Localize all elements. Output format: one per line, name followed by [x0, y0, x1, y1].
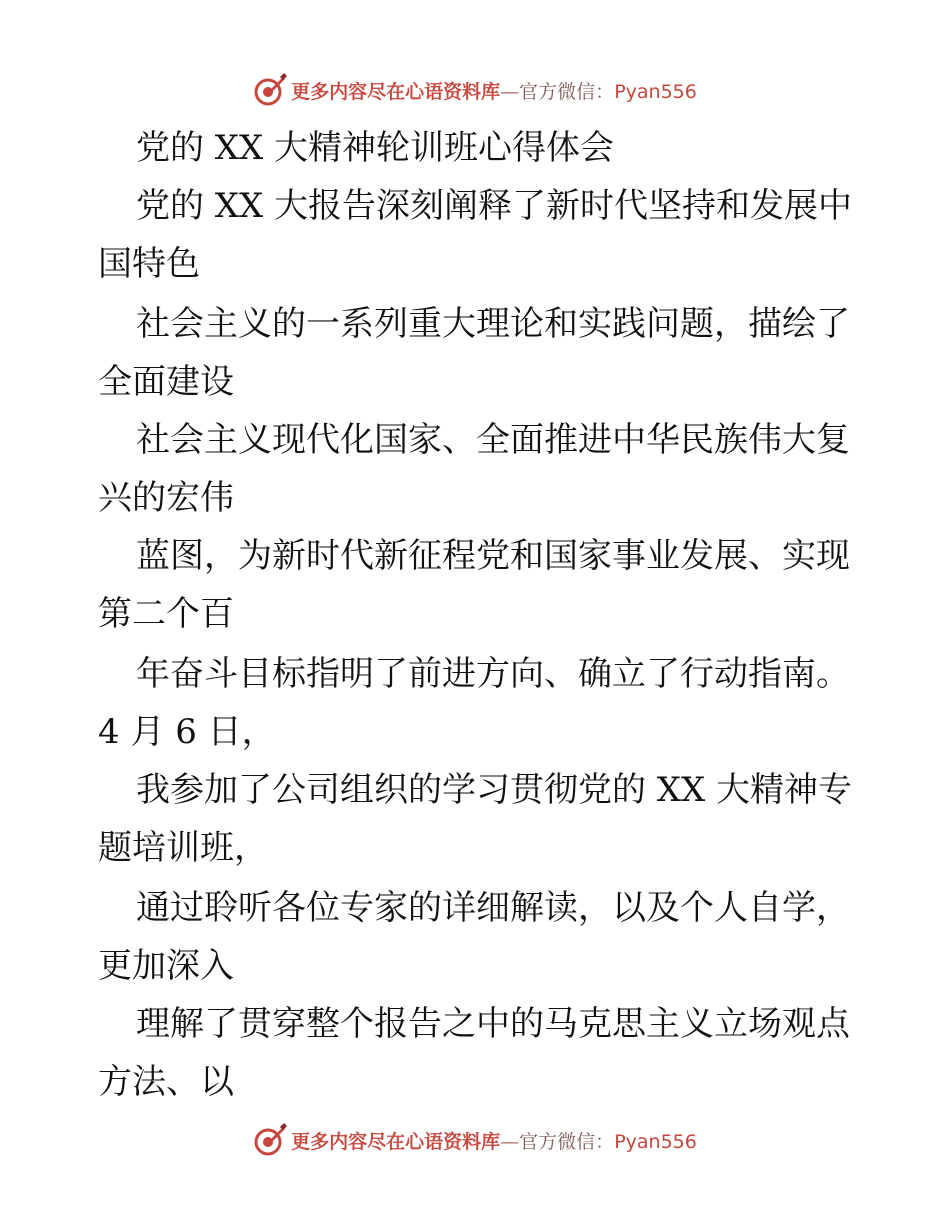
paragraph-line: 第二个百 — [98, 594, 234, 634]
paragraph-line: 社会主义现代化国家、全面推进中华民族伟大复 — [136, 420, 850, 460]
watermark-main: 更多内容尽在心语资料库 — [291, 80, 501, 103]
paragraph-line: 题培训班， — [98, 828, 268, 868]
watermark-text — [291, 77, 697, 104]
watermark-dash: — — [500, 80, 520, 103]
footer-watermark — [0, 1120, 950, 1160]
header-watermark — [0, 70, 950, 110]
watermark-brand: 官方微信： — [519, 1130, 615, 1153]
paragraph-line: 社会主义的一系列重大理论和实践问题，描绘了 — [136, 304, 850, 344]
watermark-main: 更多内容尽在心语资料库 — [291, 1130, 501, 1153]
paragraph-line: 理解了贯穿整个报告之中的马克思主义立场观点 — [136, 1004, 850, 1044]
paragraph-line: 通过聆听各位专家的详细解读，以及个人自学， — [136, 888, 850, 928]
watermark-dash: — — [500, 1130, 520, 1153]
paragraph-line: 蓝图，为新时代新征程党和国家事业发展、实现 — [136, 536, 850, 576]
paragraph-line: 我参加了公司组织的学习贯彻党的 XX 大精神专 — [136, 770, 853, 810]
pen-logo-icon — [253, 1123, 287, 1157]
paragraph-line: 党的 XX 大报告深刻阐释了新时代坚持和发展中 — [136, 186, 853, 226]
paragraph-line: 全面建设 — [98, 362, 234, 402]
watermark-brand: 官方微信： — [519, 80, 615, 103]
watermark-code: Pyan556 — [614, 1130, 697, 1153]
paragraph-line: 年奋斗目标指明了前进方向、确立了行动指南。 — [136, 654, 850, 694]
document-title: 党的 XX 大精神轮训班心得体会 — [136, 128, 615, 168]
watermark-code: Pyan556 — [614, 80, 697, 103]
paragraph-line: 方法、以 — [98, 1062, 234, 1102]
paragraph-line: 兴的宏伟 — [98, 478, 234, 518]
paragraph-line: 4 月 6 日， — [98, 712, 276, 752]
paragraph-line: 国特色 — [98, 244, 200, 284]
paragraph-line: 更加深入 — [98, 946, 234, 986]
watermark-text — [291, 1127, 697, 1154]
pen-logo-icon — [253, 73, 287, 107]
